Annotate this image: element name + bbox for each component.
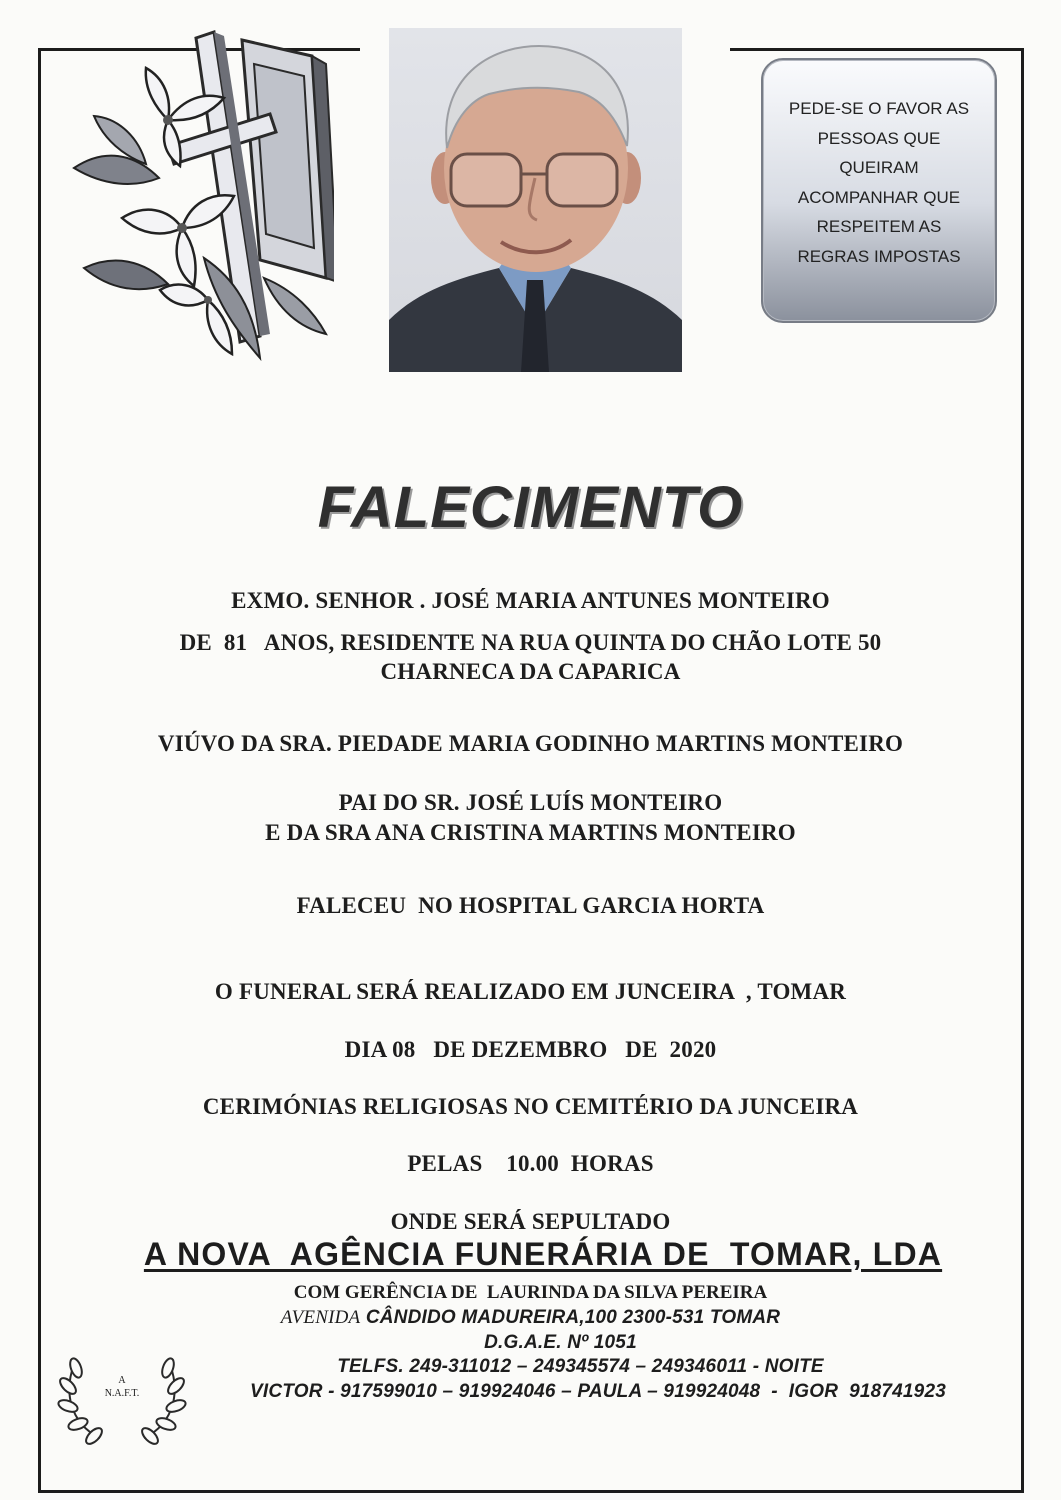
- name-line: EXMO. SENHOR . JOSÉ MARIA ANTUNES MONTEIRO: [231, 588, 830, 613]
- ceremony-line: CERIMÓNIAS RELIGIOSAS NO CEMITÉRIO DA JUNCEIRA: [202, 1094, 859, 1119]
- seal-text: A N.A.F.T.: [104, 1375, 140, 1399]
- date-line: DIA 08 DE DEZEMBRO DE 2020: [344, 1037, 717, 1062]
- portrait-photo: [389, 28, 682, 372]
- headline: FALECIMENTO: [317, 475, 744, 540]
- contacts-line: VICTOR - 917599010 – 919924046 – PAULA – 919924048 - IGOR 918741923: [250, 1381, 946, 1402]
- notice-box: [761, 58, 997, 323]
- cross-and-lilies-illustration: [64, 28, 334, 373]
- time-line: PELAS 10.00 HORAS: [407, 1151, 654, 1176]
- age-residence-line: DE 81 ANOS, RESIDENTE NA RUA QUINTA DO CHÃO LOTE 50: [179, 630, 882, 655]
- phones-line: TELFS. 249-311012 – 249345574 – 249346011 - NOITE: [337, 1356, 824, 1377]
- father-line-2: E DA SRA ANA CRISTINA MARTINS MONTEIRO: [265, 820, 796, 845]
- agency-name: A NOVA AGÊNCIA FUNERÁRIA DE TOMAR, LDA: [143, 1236, 943, 1272]
- died-line: FALECEU NO HOSPITAL GARCIA HORTA: [296, 893, 765, 918]
- address-line: [0, 1307, 1061, 1329]
- address-text: CÂNDIDO MADUREIRA,100 2300-531 TOMAR: [360, 1307, 781, 1328]
- notice-text: PEDE-SE O FAVOR AS PESSOAS QUE QUEIRAM ACOMPANHAR QUE RESPEITEM AS REGRAS IMPOSTAS: [788, 99, 970, 266]
- locality-line: CHARNECA DA CAPARICA: [380, 659, 681, 684]
- widower-line: VIÚVO DA SRA. PIEDADE MARIA GODINHO MARTINS MONTEIRO: [157, 731, 904, 756]
- license-line: D.G.A.E. Nº 1051: [484, 1332, 637, 1353]
- address-lead: AVENIDA: [280, 1307, 361, 1328]
- burial-line: ONDE SERÁ SEPULTADO: [390, 1209, 671, 1234]
- management-line: COM GERÊNCIA DE LAURINDA DA SILVA PEREIRA: [293, 1282, 768, 1303]
- father-line-1: PAI DO SR. JOSÉ LUÍS MONTEIRO: [338, 790, 723, 815]
- funeral-line: O FUNERAL SERÁ REALIZADO EM JUNCEIRA , TOMAR: [214, 979, 847, 1004]
